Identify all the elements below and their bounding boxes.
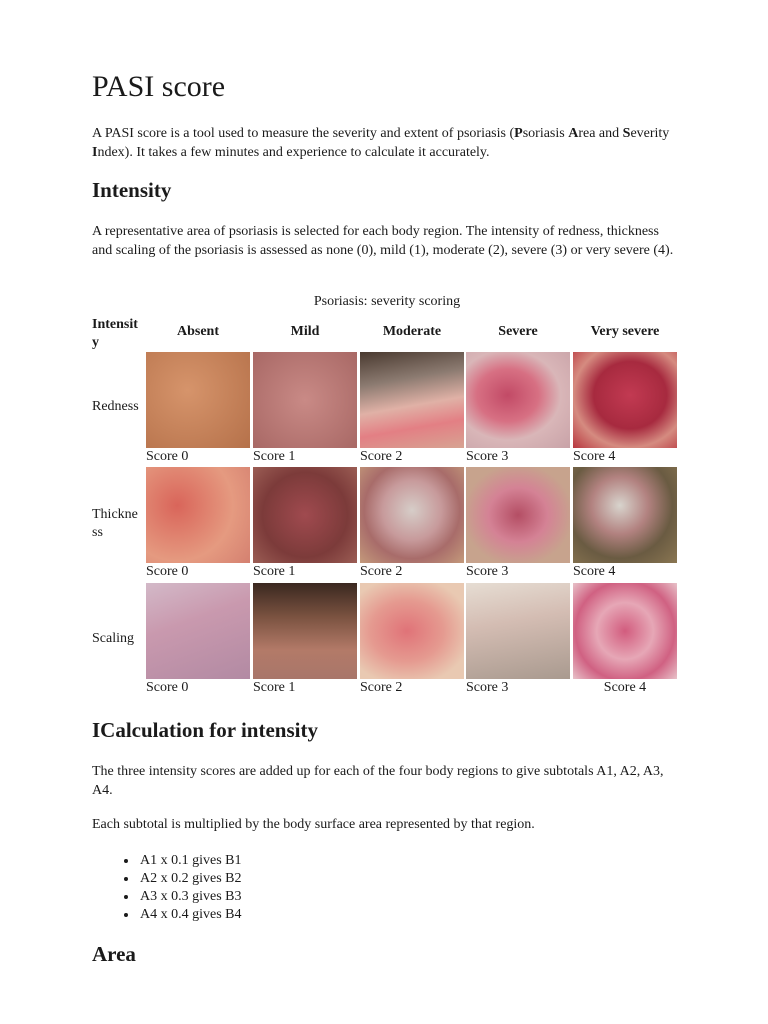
column-header: Very severe — [590, 324, 660, 339]
severity-photo — [573, 467, 677, 563]
score-label: Score 0 — [146, 680, 189, 695]
severity-photo — [573, 583, 677, 679]
column-header: Severe — [498, 324, 538, 339]
row-label: Redness — [92, 399, 139, 414]
severity-photo — [360, 467, 464, 563]
intro-paragraph: A PASI score is a tool used to measure the severity and extent of psoriasis (Psoriasis Area and Severity Index). It takes a few minutes and experience to calculate it accurately. — [92, 126, 670, 160]
row-label: Thickne ss — [92, 507, 138, 540]
corner-header: Intensit y — [92, 317, 138, 350]
severity-photo — [360, 352, 464, 448]
severity-photo — [573, 352, 677, 448]
list-item: • A4 x 0.4 gives B4 — [138, 906, 242, 924]
calculation-paragraph-1: The three intensity scores are added up for each of the four body regions to give subtotals A1, A2, A3, A4. — [92, 764, 664, 798]
score-label: Score 3 — [466, 680, 509, 695]
list-item: • A1 x 0.1 gives B1 — [138, 852, 242, 870]
score-label: Score 3 — [466, 564, 509, 579]
page-title: PASI score — [92, 70, 226, 103]
severity-photo — [360, 583, 464, 679]
score-label: Score 2 — [360, 680, 403, 695]
table-caption: Psoriasis: severity scoring — [313, 294, 461, 309]
row-label: Scaling — [92, 631, 134, 646]
area-heading: Area — [92, 942, 136, 966]
severity-photo — [146, 583, 250, 679]
severity-photo — [466, 583, 570, 679]
calculation-list — [92, 852, 242, 924]
severity-photo — [253, 583, 357, 679]
severity-photo — [253, 352, 357, 448]
column-header: Moderate — [382, 324, 442, 339]
score-label: Score 0 — [146, 449, 189, 464]
list-item: • A3 x 0.3 gives B3 — [138, 888, 242, 906]
score-label: Score 2 — [360, 564, 403, 579]
calculation-paragraph-2: Each subtotal is multiplied by the body surface area represented by that region. — [92, 817, 535, 832]
severity-photo — [466, 352, 570, 448]
severity-photo — [253, 467, 357, 563]
score-label: Score 1 — [253, 564, 296, 579]
calculation-heading: ICalculation for intensity — [92, 718, 318, 742]
intensity-paragraph: A representative area of psoriasis is selected for each body region. The intensity of redness, thickness and scaling of the psoriasis is assessed as none (0), mild (1), moderate (2), severe (3) or very severe (4). — [92, 224, 674, 258]
score-label: Score 0 — [146, 564, 189, 579]
score-label: Score 2 — [360, 449, 403, 464]
column-header: Mild — [290, 324, 320, 339]
list-item: • A2 x 0.2 gives B2 — [138, 870, 242, 888]
severity-photo — [466, 467, 570, 563]
column-header: Absent — [176, 324, 219, 339]
score-label: Score 4 — [573, 449, 616, 464]
score-label: Score 1 — [253, 449, 296, 464]
score-label: Score 3 — [466, 449, 509, 464]
score-label: Score 1 — [253, 680, 296, 695]
score-label: Score 4 — [603, 680, 647, 695]
intensity-heading: Intensity — [92, 178, 172, 202]
score-label: Score 4 — [573, 564, 616, 579]
severity-photo — [146, 352, 250, 448]
severity-photo — [146, 467, 250, 563]
